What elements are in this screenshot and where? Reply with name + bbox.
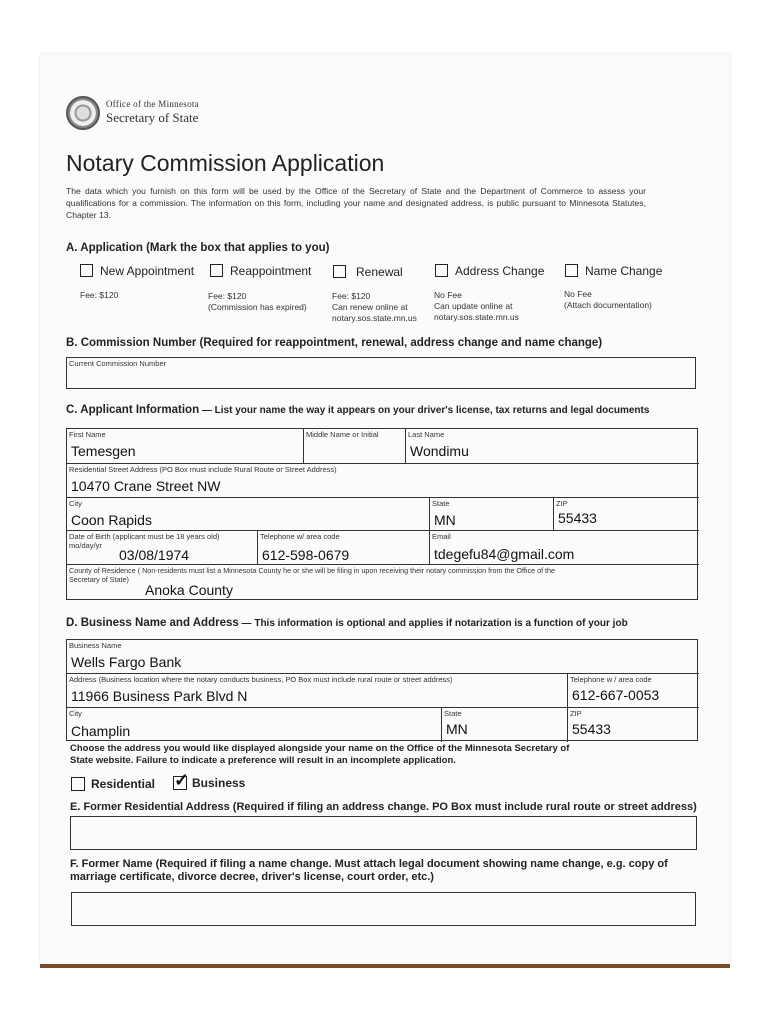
last-name-value: Wondimu <box>410 443 469 459</box>
state-seal-logo <box>66 96 100 130</box>
state-field[interactable] <box>429 497 553 530</box>
intro-text: The data which you furnish on this form will be used by the Office of the Secretary of State and the Department of Commerce to assess your qualifications for a commission. The information on this form, including your name and designated address, is public pursuant to Minnesota Statutes, Chapter 13. <box>66 186 646 220</box>
renewal-url: notary.sos.state.mn.us <box>332 313 417 323</box>
phone-value: 612-598-0679 <box>262 547 350 563</box>
org-line-2: Secretary of State <box>106 110 199 125</box>
renewal-checkbox[interactable] <box>333 265 346 278</box>
zip-value: 55433 <box>558 510 597 526</box>
new-appointment-checkbox[interactable] <box>80 264 93 277</box>
section-c-title: C. Applicant Information <box>66 404 200 416</box>
residential-address-field[interactable] <box>67 463 699 497</box>
business-phone-field[interactable] <box>567 673 699 707</box>
county-label-cont: Secretary of State) <box>69 575 129 584</box>
zip-field[interactable] <box>553 497 699 530</box>
business-name-label: Business Name <box>69 641 122 650</box>
business-name-field[interactable] <box>67 640 699 673</box>
dob-format-label: mo/day/yr <box>69 541 102 550</box>
section-e-heading: E. Former Residential Address (Required if filing an address change. PO Box must include rural route or street address) <box>70 801 697 813</box>
reappointment-checkbox[interactable] <box>210 264 223 277</box>
residential-label: Residential <box>91 777 156 791</box>
address-preference-line-2: State website. Failure to indicate a preference will result in an incomplete application. <box>70 755 456 766</box>
address-change-checkbox[interactable] <box>435 264 448 277</box>
phone-label: Telephone w/ area code <box>260 532 340 541</box>
commission-number-label: Current Commission Number <box>69 359 167 368</box>
business-state-label: State <box>444 709 462 718</box>
state-label: State <box>432 499 450 508</box>
business-state-field[interactable] <box>441 707 567 742</box>
city-field[interactable] <box>67 497 429 530</box>
business-city-label: City <box>69 709 82 718</box>
renewal-label: Renewal <box>356 265 403 279</box>
new-appointment-fee: Fee: $120 <box>80 290 119 300</box>
business-state-value: MN <box>446 721 468 737</box>
zip-label: ZIP <box>556 499 568 508</box>
section-a-heading: A. Application (Mark the box that applies to you) <box>66 242 330 254</box>
city-value: Coon Rapids <box>71 512 152 528</box>
business-city-value: Champlin <box>71 723 131 739</box>
business-info-table <box>66 639 698 741</box>
address-change-note: Can update online at <box>434 301 513 311</box>
residential-address-label: Residential Street Address (PO Box must include Rural Route or Street Address) <box>69 465 337 474</box>
business-address-value: 11966 Business Park Blvd N <box>71 688 248 704</box>
section-d-heading <box>66 617 628 629</box>
reappointment-fee: Fee: $120 <box>208 291 247 301</box>
reappointment-label: Reappointment <box>230 264 312 278</box>
section-c-heading <box>66 404 649 416</box>
business-city-field[interactable] <box>67 707 441 742</box>
org-line-1: Office of the Minnesota <box>106 99 199 109</box>
section-f-heading-line-2: marriage certificate, divorce decree, driver's license, court order, etc.) <box>70 871 434 883</box>
residential-checkbox[interactable] <box>71 777 85 791</box>
address-change-fee: No Fee <box>434 290 462 300</box>
business-zip-field[interactable] <box>567 707 699 742</box>
dob-field[interactable] <box>67 530 257 564</box>
name-change-note: (Attach documentation) <box>564 300 652 310</box>
reappointment-note: (Commission has expired) <box>208 302 307 312</box>
name-change-checkbox[interactable] <box>565 264 578 277</box>
first-name-field[interactable] <box>67 429 303 463</box>
email-field[interactable] <box>429 530 699 564</box>
applicant-info-table <box>66 428 698 600</box>
business-name-value: Wells Fargo Bank <box>71 654 182 670</box>
name-change-label: Name Change <box>585 264 663 278</box>
address-preference-line-1: Choose the address you would like displayed alongside your name on the Office of the Minnesota Secretary of <box>70 743 570 754</box>
first-name-label: First Name <box>69 430 106 439</box>
name-change-fee: No Fee <box>564 289 592 299</box>
middle-name-label: Middle Name or Initial <box>306 430 379 439</box>
renewal-fee: Fee: $120 <box>332 291 371 301</box>
dob-label: Date of Birth (applicant must be 18 years old) <box>69 532 220 541</box>
dob-value: 03/08/1974 <box>119 547 190 563</box>
email-label: Email <box>432 532 451 541</box>
county-label: County of Residence ( Non-residents must list a Minnesota County he or she will be filing in upon receiving their notary commission from the Office of the <box>69 566 556 575</box>
check-mark-icon: ✓ <box>174 770 190 790</box>
phone-field[interactable] <box>257 530 429 564</box>
address-change-label: Address Change <box>455 264 545 278</box>
county-field[interactable] <box>67 564 699 601</box>
business-label: Business <box>192 776 246 790</box>
section-f-heading <box>70 858 668 884</box>
section-d-title: D. Business Name and Address <box>66 617 239 629</box>
business-zip-label: ZIP <box>570 709 582 718</box>
last-name-label: Last Name <box>408 430 445 439</box>
email-value: tdegefu84@gmail.com <box>434 546 575 562</box>
residential-address-value: 10470 Crane Street NW <box>71 478 221 494</box>
state-value: MN <box>434 512 456 528</box>
section-c-instruction: — List your name the way it appears on your driver's license, tax returns and legal documents <box>199 405 650 416</box>
section-f-heading-line-1: F. Former Name (Required if filing a name change. Must attach legal document showing name change, e.g. copy of <box>70 858 668 870</box>
former-name-field[interactable] <box>71 892 696 926</box>
business-address-field[interactable] <box>67 673 567 707</box>
business-address-label: Address (Business location where the notary conducts business, PO Box must include rural route or street address) <box>69 675 453 684</box>
first-name-value: Temesgen <box>71 443 136 459</box>
section-d-instruction: — This information is optional and applies if notarization is a function of your job <box>238 618 628 629</box>
address-preference-instruction <box>70 743 569 767</box>
middle-name-field[interactable] <box>303 429 405 463</box>
background-edge <box>40 964 730 968</box>
business-phone-label: Telephone w / area code <box>570 675 652 684</box>
address-change-url: notary.sos.state.mn.us <box>434 312 519 322</box>
business-checkbox[interactable] <box>173 770 190 790</box>
last-name-field[interactable] <box>405 429 699 463</box>
city-label: City <box>69 499 82 508</box>
page-title: Notary Commission Application <box>66 150 385 176</box>
county-value: Anoka County <box>145 582 233 598</box>
business-phone-value: 612-667-0053 <box>572 687 660 703</box>
renewal-note: Can renew online at <box>332 302 408 312</box>
section-b-heading: B. Commission Number (Required for reappointment, renewal, address change and name change) <box>66 337 603 349</box>
business-zip-value: 55433 <box>572 721 611 737</box>
commission-number-field[interactable] <box>66 357 696 389</box>
former-address-field[interactable] <box>70 816 697 850</box>
new-appointment-label: New Appointment <box>100 264 195 278</box>
